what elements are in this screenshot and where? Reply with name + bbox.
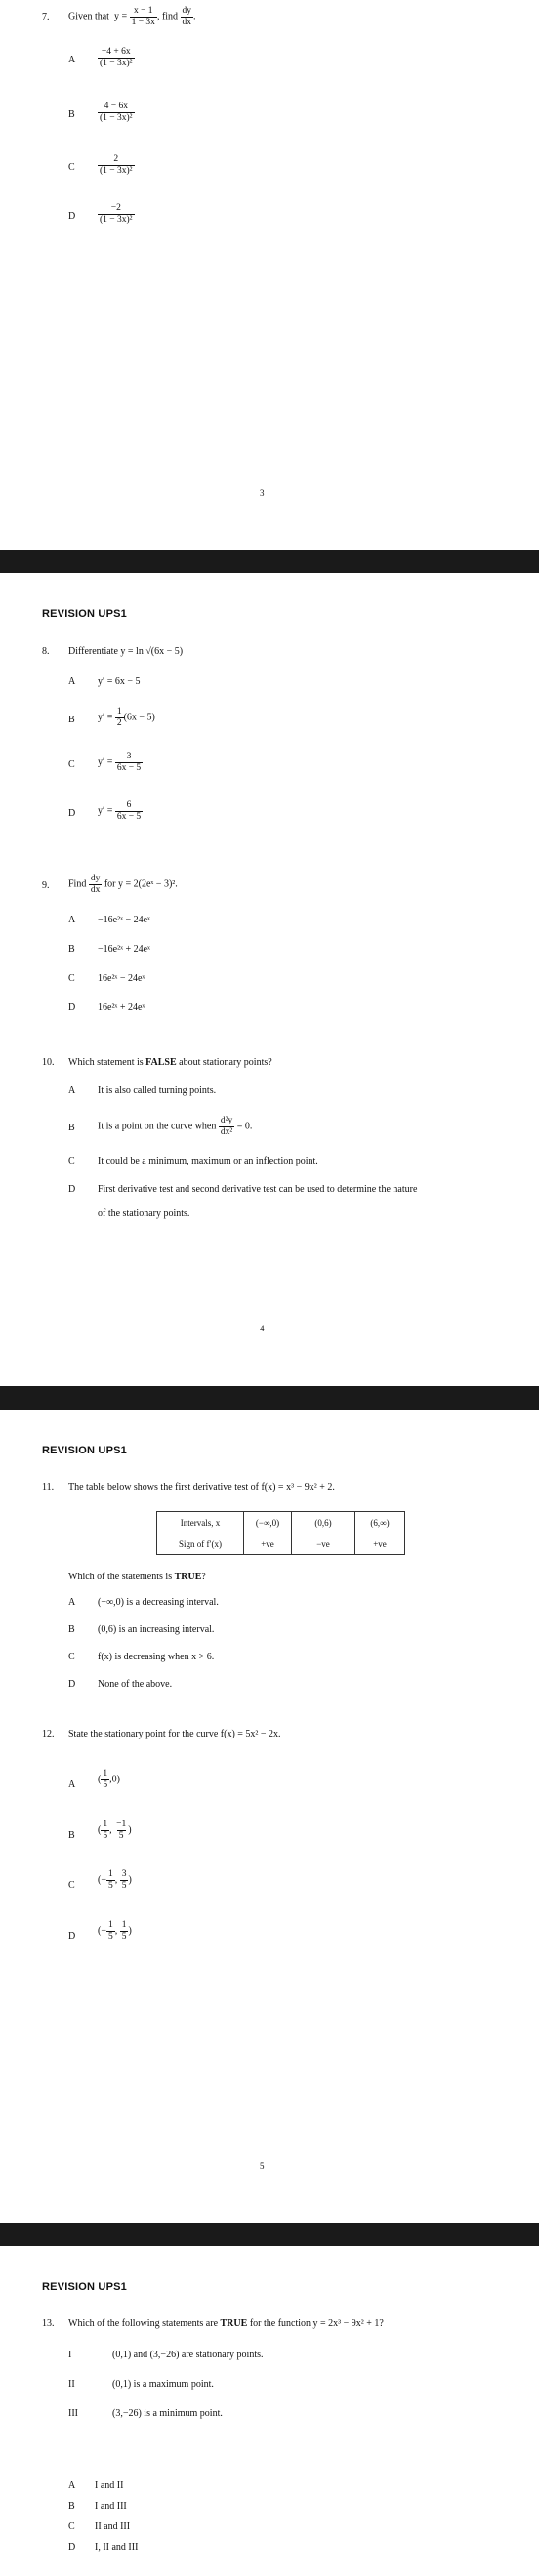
math-part: dy xyxy=(182,6,192,16)
math-part: 5 xyxy=(121,1880,127,1891)
option-label[interactable]: B xyxy=(68,1123,75,1133)
math-part: 5 xyxy=(103,1830,108,1841)
question-text xyxy=(68,874,178,896)
option-value: 16e²ˣ + 24eˣ xyxy=(98,1002,145,1013)
math-part: d²y xyxy=(220,1116,233,1125)
math-part: It is a point on the curve when xyxy=(98,1121,217,1132)
text: , find xyxy=(156,11,179,22)
table-cell: (−∞,0) xyxy=(244,1512,292,1533)
math-part xyxy=(98,203,135,225)
math-part: 5 xyxy=(118,1830,124,1841)
math-part xyxy=(120,1869,129,1892)
option-value: 16e²ˣ − 24eˣ xyxy=(98,973,145,984)
option-label[interactable]: B xyxy=(68,109,75,120)
option-label[interactable]: C xyxy=(68,1652,75,1662)
text: y = xyxy=(113,11,128,22)
table-header: Sign of f′(x) xyxy=(157,1533,244,1555)
math-part: dx xyxy=(182,17,192,27)
math-part: 1 − 3x xyxy=(131,17,155,27)
question-number: 11. xyxy=(42,1482,55,1492)
question-text xyxy=(68,1057,272,1068)
math-part: 1 xyxy=(103,1769,108,1779)
math-part: −1 xyxy=(116,1820,127,1829)
option-label[interactable]: D xyxy=(68,2542,76,2553)
math-part xyxy=(101,1769,109,1791)
option-value: First derivative test and second derivative test can be used to determine the nature xyxy=(98,1184,418,1195)
option-value: −16e²ˣ − 24eˣ xyxy=(98,915,150,925)
option-value: None of the above. xyxy=(98,1679,173,1690)
option-label[interactable]: C xyxy=(68,1880,75,1891)
math-part: Which of the statements is xyxy=(68,1572,173,1582)
statement-text: (3,−26) is a minimum point. xyxy=(112,2408,223,2419)
math-part: y′ = xyxy=(98,712,115,723)
math-part: y′ = xyxy=(98,805,115,817)
math-part: 4 − 6x xyxy=(104,102,128,111)
math-part xyxy=(98,102,135,124)
option-label[interactable]: A xyxy=(68,1597,76,1608)
math-part: TRUE xyxy=(174,1572,202,1582)
math-part xyxy=(98,154,135,177)
math-part: (6x − 5) xyxy=(123,712,155,723)
table-cell: (0,6) xyxy=(292,1512,355,1533)
option-value xyxy=(98,1116,252,1138)
math-part: (1 − 3x)² xyxy=(100,214,133,225)
page-header: REVISION UPS1 xyxy=(42,2281,127,2293)
table-cell: +ve xyxy=(244,1533,292,1555)
math-part: (1 − 3x)² xyxy=(100,112,133,123)
math-part: Which of the following statements are xyxy=(68,2318,219,2329)
math-part: about stationary points? xyxy=(179,1057,272,1068)
page-divider xyxy=(0,1386,539,1410)
math-part: (1 − 3x)² xyxy=(100,58,133,68)
math-part xyxy=(101,1820,109,1842)
math-part: = 0. xyxy=(236,1121,253,1132)
table-row xyxy=(157,1512,405,1533)
option-value-continued: of the stationary points. xyxy=(98,1208,190,1219)
fraction xyxy=(181,6,194,28)
option-label[interactable]: D xyxy=(68,1931,76,1942)
question-number: 12. xyxy=(42,1729,55,1739)
page-divider xyxy=(0,550,539,573)
math-part: ? xyxy=(201,1572,206,1582)
math-part: 1 xyxy=(121,1920,127,1930)
math-part: 5 xyxy=(103,1779,108,1790)
option-label[interactable]: D xyxy=(68,1184,76,1195)
question-text xyxy=(68,2318,384,2329)
math-part: Find xyxy=(68,879,87,890)
option-value: (0,6) is an increasing interval. xyxy=(98,1624,215,1635)
option-value xyxy=(98,752,143,774)
option-value: It is also called turning points. xyxy=(98,1085,217,1096)
math-part: dy xyxy=(90,874,101,883)
text: Given that xyxy=(68,11,109,22)
option-label[interactable]: C xyxy=(68,759,75,770)
statement-label: I xyxy=(68,2350,72,2360)
math-part xyxy=(115,707,124,729)
option-label[interactable]: C xyxy=(68,2521,75,2532)
option-label[interactable]: D xyxy=(68,808,76,819)
question-text xyxy=(68,6,196,28)
option-label[interactable]: C xyxy=(68,973,75,984)
math-part: x − 1 xyxy=(133,6,153,16)
math-part: 2 xyxy=(113,154,119,164)
statement-text: (0,1) is a maximum point. xyxy=(112,2379,214,2390)
option-value xyxy=(98,47,135,69)
math-part: 6x − 5 xyxy=(116,762,142,773)
question-number: 13. xyxy=(42,2318,55,2329)
table-cell: −ve xyxy=(292,1533,355,1555)
option-value: f(x) is decreasing when x > 6. xyxy=(98,1652,215,1662)
math-part xyxy=(106,1869,115,1892)
math-part xyxy=(98,47,135,69)
table-cell: (6,∞) xyxy=(355,1512,405,1533)
math-part: for the function y = 2x³ − 9x² + 1? xyxy=(249,2318,384,2329)
math-part: Which statement is xyxy=(68,1057,144,1068)
option-label[interactable]: A xyxy=(68,676,76,687)
math-part: 1 xyxy=(107,1920,113,1930)
question-number: 8. xyxy=(42,646,50,657)
question-number: 9. xyxy=(42,880,50,891)
option-value: I and III xyxy=(95,2501,127,2512)
math-part: 1 xyxy=(103,1820,108,1829)
table-row xyxy=(157,1533,405,1555)
option-label[interactable]: A xyxy=(68,915,76,925)
option-value: (− $\frac{1}{5}$ , $\frac{1}{5}$ ) xyxy=(98,1920,132,1942)
option-label[interactable]: A xyxy=(68,1085,76,1096)
page-number: 4 xyxy=(260,1324,265,1333)
math-part xyxy=(219,1116,234,1138)
question-number: 10. xyxy=(42,1057,55,1068)
option-value: It could be a minimum, maximum or an inflection point. xyxy=(98,1156,318,1166)
option-value: ( $\frac{1}{5}$ , $\frac{-1}{5}$ ) xyxy=(98,1820,132,1841)
math-part: for y = 2(2eˣ − 3)². xyxy=(104,879,178,890)
option-label[interactable]: B xyxy=(68,1830,75,1841)
math-part xyxy=(157,1512,405,1555)
math-part: TRUE xyxy=(220,2318,248,2329)
option-value: I, II and III xyxy=(95,2542,139,2553)
option-label[interactable]: D xyxy=(68,1002,76,1013)
option-label[interactable]: B xyxy=(68,2501,75,2512)
math-part: 3 xyxy=(126,752,132,761)
math-part: dx² xyxy=(220,1126,233,1137)
math-part: FALSE xyxy=(145,1057,177,1068)
option-value: I and II xyxy=(95,2480,124,2491)
math-part: −2 xyxy=(110,203,121,213)
option-value xyxy=(98,800,143,823)
math-part: (1 − 3x)² xyxy=(100,165,133,176)
option-value: (− $\frac{1}{5}$ , $\frac{3}{5}$ ) xyxy=(98,1869,132,1891)
math-part: y′ = xyxy=(98,756,115,768)
math-part: 6x − 5 xyxy=(116,811,142,822)
question-text: Differentiate y = ln √(6x − 5) xyxy=(68,646,184,657)
math-part xyxy=(106,1920,115,1942)
table-cell: +ve xyxy=(355,1533,405,1555)
option-value xyxy=(98,203,135,225)
statement-text: (0,1) and (3,−26) are stationary points. xyxy=(112,2350,264,2360)
option-value xyxy=(98,707,155,729)
math-part: 5 xyxy=(107,1931,113,1942)
question-number: 7. xyxy=(42,12,50,22)
math-part xyxy=(89,874,103,896)
fraction xyxy=(130,6,157,28)
page-header: REVISION UPS1 xyxy=(42,1445,127,1456)
option-value: II and III xyxy=(95,2521,131,2532)
math-part xyxy=(114,1820,128,1842)
math-part: 6 xyxy=(126,800,132,810)
math-part: 2 xyxy=(116,717,122,728)
page-divider xyxy=(0,2223,539,2246)
math-part: 5 xyxy=(121,1931,127,1942)
option-value xyxy=(98,154,135,177)
option-value: ( $\frac{1}{5}$ ,0) xyxy=(98,1769,120,1790)
page-number: 5 xyxy=(260,2161,265,2171)
option-label[interactable]: A xyxy=(68,1779,76,1790)
question-text: The table below shows the first derivative test of f(x) = x³ − 9x² + 2. xyxy=(68,1482,335,1492)
math-part xyxy=(115,752,143,774)
table-header: Intervals, x xyxy=(157,1512,244,1533)
option-value: y′ = 6x − 5 xyxy=(98,676,141,687)
math-part: 1 xyxy=(116,707,122,716)
math-part xyxy=(120,1920,129,1942)
page-header: REVISION UPS1 xyxy=(42,608,127,620)
option-label[interactable]: D xyxy=(68,211,76,222)
option-label[interactable]: B xyxy=(68,1624,75,1635)
question-text: State the stationary point for the curve f(x) = 5x² − 2x. xyxy=(68,1729,281,1739)
statement-label: II xyxy=(68,2379,75,2390)
math-part: dx xyxy=(90,884,101,895)
option-value: (−∞,0) is a decreasing interval. xyxy=(98,1597,219,1608)
option-label[interactable]: A xyxy=(68,2480,76,2491)
page-number: 3 xyxy=(260,488,265,498)
option-label[interactable]: B xyxy=(68,944,75,955)
question-prompt xyxy=(68,1572,206,1582)
option-value: −16e²ˣ + 24eˣ xyxy=(98,944,150,955)
math-part: 3 xyxy=(121,1869,127,1879)
statement-label: III xyxy=(68,2408,78,2419)
option-label[interactable]: D xyxy=(68,1679,76,1690)
math-part xyxy=(115,800,143,823)
math-part: 1 xyxy=(107,1869,113,1879)
math-part: 5 xyxy=(107,1880,113,1891)
text: . xyxy=(193,11,196,22)
option-label[interactable]: C xyxy=(68,1156,75,1166)
option-value xyxy=(98,102,135,124)
math-part: 0 xyxy=(111,1774,117,1785)
option-label[interactable]: B xyxy=(68,715,75,725)
math-part: −4 + 6x xyxy=(101,47,131,57)
derivative-table xyxy=(156,1511,405,1555)
option-label[interactable]: C xyxy=(68,162,75,173)
option-label[interactable]: A xyxy=(68,55,76,65)
